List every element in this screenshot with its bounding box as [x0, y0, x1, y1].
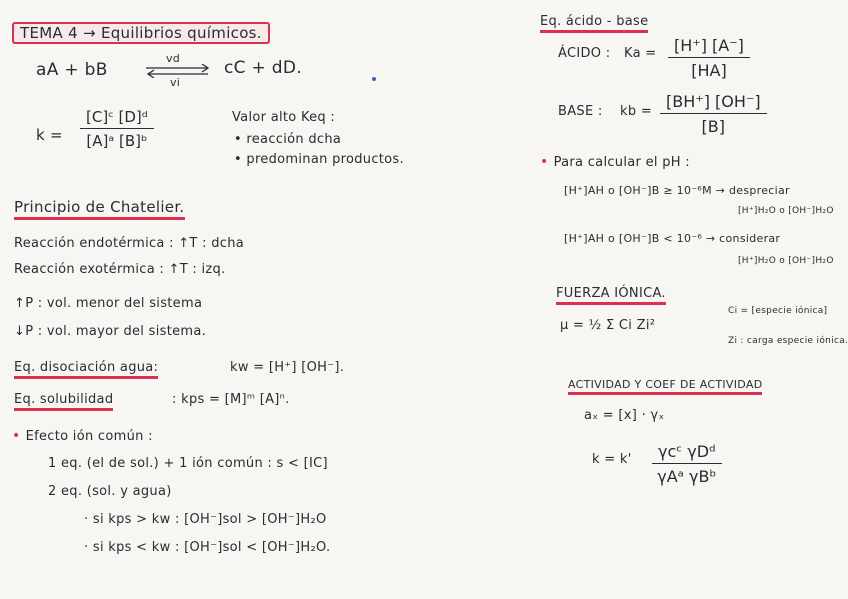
ionic-strength-heading: FUERZA IÓNICA.	[556, 286, 666, 305]
chatelier-line: Reacción endotérmica : ↑T : dcha	[14, 236, 245, 251]
ph-line-sub: [H⁺]H₂O o [OH⁻]H₂O	[738, 256, 834, 266]
keq-item: • predominan productos.	[234, 152, 404, 167]
common-ion-line: 2 eq. (sol. y agua)	[48, 484, 172, 499]
reaction-lhs: aA + bB	[36, 60, 108, 80]
k-label: k =	[36, 126, 63, 144]
ph-line: [H⁺]AH o [OH⁻]B < 10⁻⁶ → considerar	[564, 232, 781, 245]
chatelier-heading: Principio de Chatelier.	[14, 198, 185, 220]
solubility-label: Eq. solubilidad	[14, 392, 113, 411]
activity-expr: aₓ = [x] · γₓ	[584, 408, 665, 423]
ka-denominator: [HA]	[691, 61, 727, 80]
solubility-expr: : kps = [M]ᵐ [A]ⁿ.	[172, 392, 290, 407]
k-activity-fraction	[652, 442, 722, 486]
k-activity-label: k = k'	[592, 452, 632, 467]
keq-item: • reacción dcha	[234, 132, 342, 147]
ph-heading: • Para calcular el pH :	[540, 154, 690, 170]
ionic-strength-expr: μ = ½ Σ Ci Zi²	[560, 318, 656, 333]
ka-label: Ka =	[624, 46, 657, 61]
ka-numerator: [H⁺] [A⁻]	[668, 36, 750, 58]
ka-fraction	[668, 36, 750, 80]
chatelier-line: ↓P : vol. mayor del sistema.	[14, 324, 207, 339]
chatelier-line: Reacción exotérmica : ↑T : izq.	[14, 262, 226, 277]
ink-dot	[372, 77, 376, 81]
ionic-note: Zi : carga especie iónica.	[728, 336, 848, 346]
reaction-rhs: cC + dD.	[224, 58, 302, 78]
k-fraction	[80, 108, 154, 150]
common-ion-heading: • Efecto ión común :	[12, 428, 153, 444]
kb-numerator: [BH⁺] [OH⁻]	[660, 92, 767, 114]
bleed-through-text	[340, 34, 344, 47]
reaction-arrow-top: vd	[166, 52, 181, 65]
water-dissociation-expr: kw = [H⁺] [OH⁻].	[230, 360, 345, 375]
k-activity-denominator: γAᵃ γBᵇ	[657, 467, 717, 486]
acid-base-heading: Eq. ácido - base	[540, 14, 648, 33]
reaction-arrow-bottom: vi	[170, 76, 181, 89]
activity-heading: ACTIVIDAD Y COEF DE ACTIVIDAD	[568, 378, 762, 395]
acid-label: ÁCIDO :	[558, 46, 611, 61]
topic-title: TEMA 4 → Equilibrios químicos.	[12, 22, 270, 44]
k-denominator: [A]ᵃ [B]ᵇ	[86, 132, 148, 150]
chatelier-line: ↑P : vol. menor del sistema	[14, 296, 203, 311]
k-numerator: [C]ᶜ [D]ᵈ	[80, 108, 154, 129]
kb-label: kb =	[620, 104, 653, 119]
ionic-note: Ci = [especie iónica]	[728, 306, 828, 316]
k-activity-numerator: γcᶜ γDᵈ	[652, 442, 722, 464]
keq-heading: Valor alto Keq :	[232, 110, 336, 125]
water-dissociation-label: Eq. disociación agua:	[14, 360, 158, 379]
kb-fraction	[660, 92, 767, 136]
common-ion-line: · si kps > kw : [OH⁻]sol > [OH⁻]H₂O	[84, 512, 327, 527]
kb-denominator: [B]	[701, 117, 726, 136]
common-ion-line: 1 eq. (el de sol.) + 1 ión común : s < [IC]	[48, 456, 328, 471]
common-ion-line: · si kps < kw : [OH⁻]sol < [OH⁻]H₂O.	[84, 540, 331, 555]
ph-line: [H⁺]AH o [OH⁻]B ≥ 10⁻⁶M → despreciar	[564, 184, 790, 197]
base-label: BASE :	[558, 104, 603, 119]
ph-line-sub: [H⁺]H₂O o [OH⁻]H₂O	[738, 206, 834, 216]
